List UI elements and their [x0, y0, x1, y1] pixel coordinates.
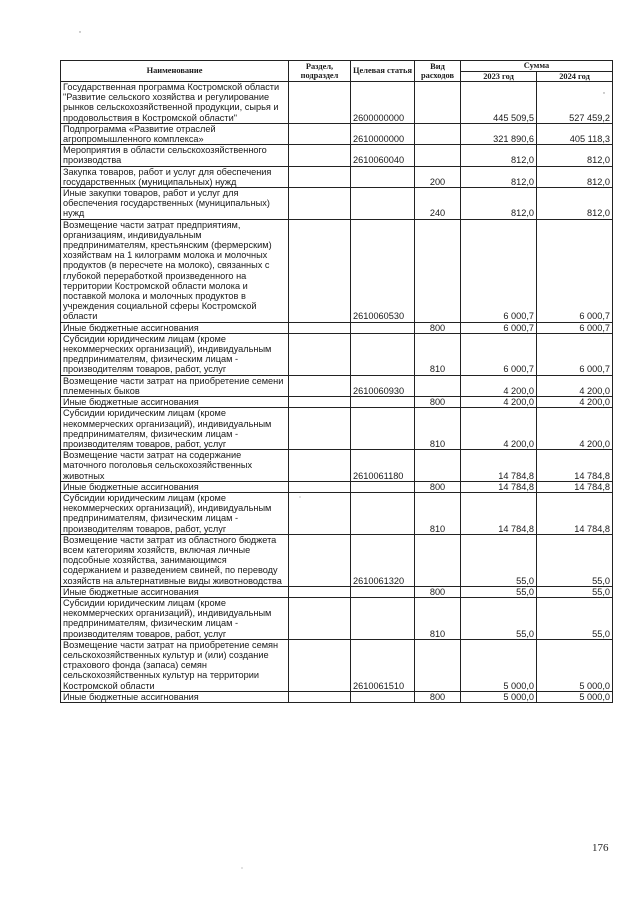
row-sum-2024: 527 459,2 [537, 82, 613, 124]
row-name: Возмещение части затрат предприятиям, организациям, индивидуальным предпринимателям, крестьянским (фермерским) хозяйствам на 1 килограмм молока и молочных продуктов (в пересчете на молоко), связанных с глубокой переработкой произведенного на территории Костромской области молока и поставкой молока и молочных продуктов в учреждения социальной сферы Костромской области [61, 219, 289, 322]
row-sum-2023: 55,0 [461, 597, 537, 639]
header-section: Раздел, подраздел [289, 61, 351, 82]
row-sum-2024: 55,0 [537, 534, 613, 586]
table-row [61, 597, 613, 639]
row-name: Субсидии юридическим лицам (кроме некоммерческих организаций), индивидуальным предпринимателям, физическим лицам - производителям товаров, работ, услуг [61, 408, 289, 450]
row-section [289, 145, 351, 166]
row-type: 200 [415, 166, 461, 187]
row-section [289, 639, 351, 691]
table-row [61, 322, 613, 333]
table-row [61, 219, 613, 322]
row-article [351, 586, 415, 597]
row-sum-2023: 321 890,6 [461, 123, 537, 144]
table-row [61, 450, 613, 482]
row-name: Возмещение части затрат на приобретение семени племенных быков [61, 375, 289, 396]
header-article: Целевая статья [351, 61, 415, 82]
row-sum-2023: 14 784,8 [461, 450, 537, 482]
row-section [289, 597, 351, 639]
row-type [415, 123, 461, 144]
row-name: Мероприятия в области сельскохозяйственного производства [61, 145, 289, 166]
row-type [415, 145, 461, 166]
row-section [289, 82, 351, 124]
row-sum-2023: 6 000,7 [461, 333, 537, 375]
row-sum-2024: 4 200,0 [537, 397, 613, 408]
row-sum-2024: 5 000,0 [537, 639, 613, 691]
row-name: Субсидии юридическим лицам (кроме некоммерческих организаций), индивидуальным предпринимателям, физическим лицам - производителям товаров, работ, услуг [61, 333, 289, 375]
row-sum-2023: 812,0 [461, 145, 537, 166]
row-type: 800 [415, 586, 461, 597]
row-sum-2023: 4 200,0 [461, 375, 537, 396]
row-sum-2024: 812,0 [537, 166, 613, 187]
row-sum-2023: 5 000,0 [461, 639, 537, 691]
row-name: Иные закупки товаров, работ и услуг для обеспечения государственных (муниципальных) нужд [61, 188, 289, 220]
row-article: 2610060530 [351, 219, 415, 322]
header-year-2023: 2023 год [461, 71, 537, 82]
row-type [415, 375, 461, 396]
row-section [289, 691, 351, 702]
row-sum-2023: 445 509,5 [461, 82, 537, 124]
row-name: Подпрограмма «Развитие отраслей агропромышленного комплекса» [61, 123, 289, 144]
row-section [289, 188, 351, 220]
row-name: Возмещение части затрат из областного бюджета всем категориям хозяйств, включая личные подсобные хозяйства, занимающимся содержанием и разведением свиней, по переводу хозяйств на альтернативные виды животноводства [61, 534, 289, 586]
row-sum-2024: 4 200,0 [537, 408, 613, 450]
row-section [289, 219, 351, 322]
row-type [415, 639, 461, 691]
row-sum-2024: 4 200,0 [537, 375, 613, 396]
table-row [61, 586, 613, 597]
row-name: Возмещение части затрат на содержание маточного поголовья сельскохозяйственных животных [61, 450, 289, 482]
row-section [289, 322, 351, 333]
row-section [289, 450, 351, 482]
row-section [289, 333, 351, 375]
row-section [289, 408, 351, 450]
table-row [61, 123, 613, 144]
row-sum-2023: 4 200,0 [461, 408, 537, 450]
table-row [61, 481, 613, 492]
row-type: 810 [415, 597, 461, 639]
row-article [351, 188, 415, 220]
row-article: 2610000000 [351, 123, 415, 144]
row-name: Иные бюджетные ассигнования [61, 397, 289, 408]
row-name: Государственная программа Костромской области "Развитие сельского хозяйства и регулирование рынков сельскохозяйственной продукции, сырья и продовольствия в Костромской области" [61, 82, 289, 124]
row-sum-2023: 55,0 [461, 534, 537, 586]
table-row [61, 145, 613, 166]
row-section [289, 481, 351, 492]
row-sum-2024: 812,0 [537, 188, 613, 220]
row-article [351, 397, 415, 408]
row-name: Субсидии юридическим лицам (кроме некоммерческих организаций), индивидуальным предпринимателям, физическим лицам - производителям товаров, работ, услуг [61, 492, 289, 534]
table-row [61, 375, 613, 396]
row-sum-2023: 55,0 [461, 586, 537, 597]
row-article: 2610061320 [351, 534, 415, 586]
table-row [61, 492, 613, 534]
row-type [415, 450, 461, 482]
row-sum-2023: 6 000,7 [461, 219, 537, 322]
row-section [289, 397, 351, 408]
header-name: Наименование [61, 61, 289, 82]
row-type [415, 219, 461, 322]
row-article: 2610061510 [351, 639, 415, 691]
row-article: 2610060040 [351, 145, 415, 166]
row-type: 800 [415, 691, 461, 702]
row-sum-2024: 405 118,3 [537, 123, 613, 144]
row-sum-2023: 14 784,8 [461, 481, 537, 492]
row-article [351, 481, 415, 492]
row-type: 800 [415, 481, 461, 492]
row-type [415, 534, 461, 586]
row-type: 810 [415, 333, 461, 375]
row-type [415, 82, 461, 124]
row-sum-2023: 14 784,8 [461, 492, 537, 534]
row-article: 2610060930 [351, 375, 415, 396]
row-article [351, 333, 415, 375]
row-sum-2024: 6 000,7 [537, 219, 613, 322]
row-name: Иные бюджетные ассигнования [61, 322, 289, 333]
row-section [289, 586, 351, 597]
row-article [351, 492, 415, 534]
row-name: Иные бюджетные ассигнования [61, 586, 289, 597]
row-sum-2023: 4 200,0 [461, 397, 537, 408]
row-name: Иные бюджетные ассигнования [61, 691, 289, 702]
row-sum-2024: 14 784,8 [537, 481, 613, 492]
row-article [351, 408, 415, 450]
header-year-2024: 2024 год [537, 71, 613, 82]
row-sum-2023: 812,0 [461, 188, 537, 220]
row-sum-2024: 5 000,0 [537, 691, 613, 702]
row-type: 800 [415, 397, 461, 408]
row-name: Возмещение части затрат на приобретение семян сельскохозяйственных культур и (или) создание страхового фонда (запаса) семян сельскохозяйственных культур на территории Костромской области [61, 639, 289, 691]
header-type: Вид расходов [415, 61, 461, 82]
row-name: Закупка товаров, работ и услуг для обеспечения государственных (муниципальных) нужд [61, 166, 289, 187]
page-number: 176 [592, 842, 609, 854]
row-sum-2024: 812,0 [537, 145, 613, 166]
row-sum-2023: 6 000,7 [461, 322, 537, 333]
budget-table [60, 60, 613, 703]
table-row [61, 534, 613, 586]
row-sum-2023: 812,0 [461, 166, 537, 187]
header-sum: Сумма [461, 61, 613, 72]
row-section [289, 375, 351, 396]
row-sum-2024: 6 000,7 [537, 333, 613, 375]
row-sum-2024: 14 784,8 [537, 450, 613, 482]
row-article [351, 597, 415, 639]
row-article [351, 691, 415, 702]
row-section [289, 534, 351, 586]
row-sum-2024: 14 784,8 [537, 492, 613, 534]
row-sum-2023: 5 000,0 [461, 691, 537, 702]
row-section [289, 123, 351, 144]
row-article [351, 166, 415, 187]
row-article: 2610061180 [351, 450, 415, 482]
table-header [61, 61, 613, 82]
row-section [289, 492, 351, 534]
row-type: 800 [415, 322, 461, 333]
row-sum-2024: 55,0 [537, 586, 613, 597]
row-type: 810 [415, 492, 461, 534]
row-sum-2024: 55,0 [537, 597, 613, 639]
table-row [61, 397, 613, 408]
row-article [351, 322, 415, 333]
row-name: Субсидии юридическим лицам (кроме некоммерческих организаций), индивидуальным предпринимателям, физическим лицам - производителям товаров, работ, услуг [61, 597, 289, 639]
row-type: 240 [415, 188, 461, 220]
table-row [61, 333, 613, 375]
table-row [61, 408, 613, 450]
row-section [289, 166, 351, 187]
table-row [61, 166, 613, 187]
table-body [61, 82, 613, 703]
row-type: 810 [415, 408, 461, 450]
row-article: 2600000000 [351, 82, 415, 124]
table-row [61, 691, 613, 702]
row-name: Иные бюджетные ассигнования [61, 481, 289, 492]
table-row [61, 188, 613, 220]
table-row [61, 639, 613, 691]
table-row [61, 82, 613, 124]
row-sum-2024: 6 000,7 [537, 322, 613, 333]
